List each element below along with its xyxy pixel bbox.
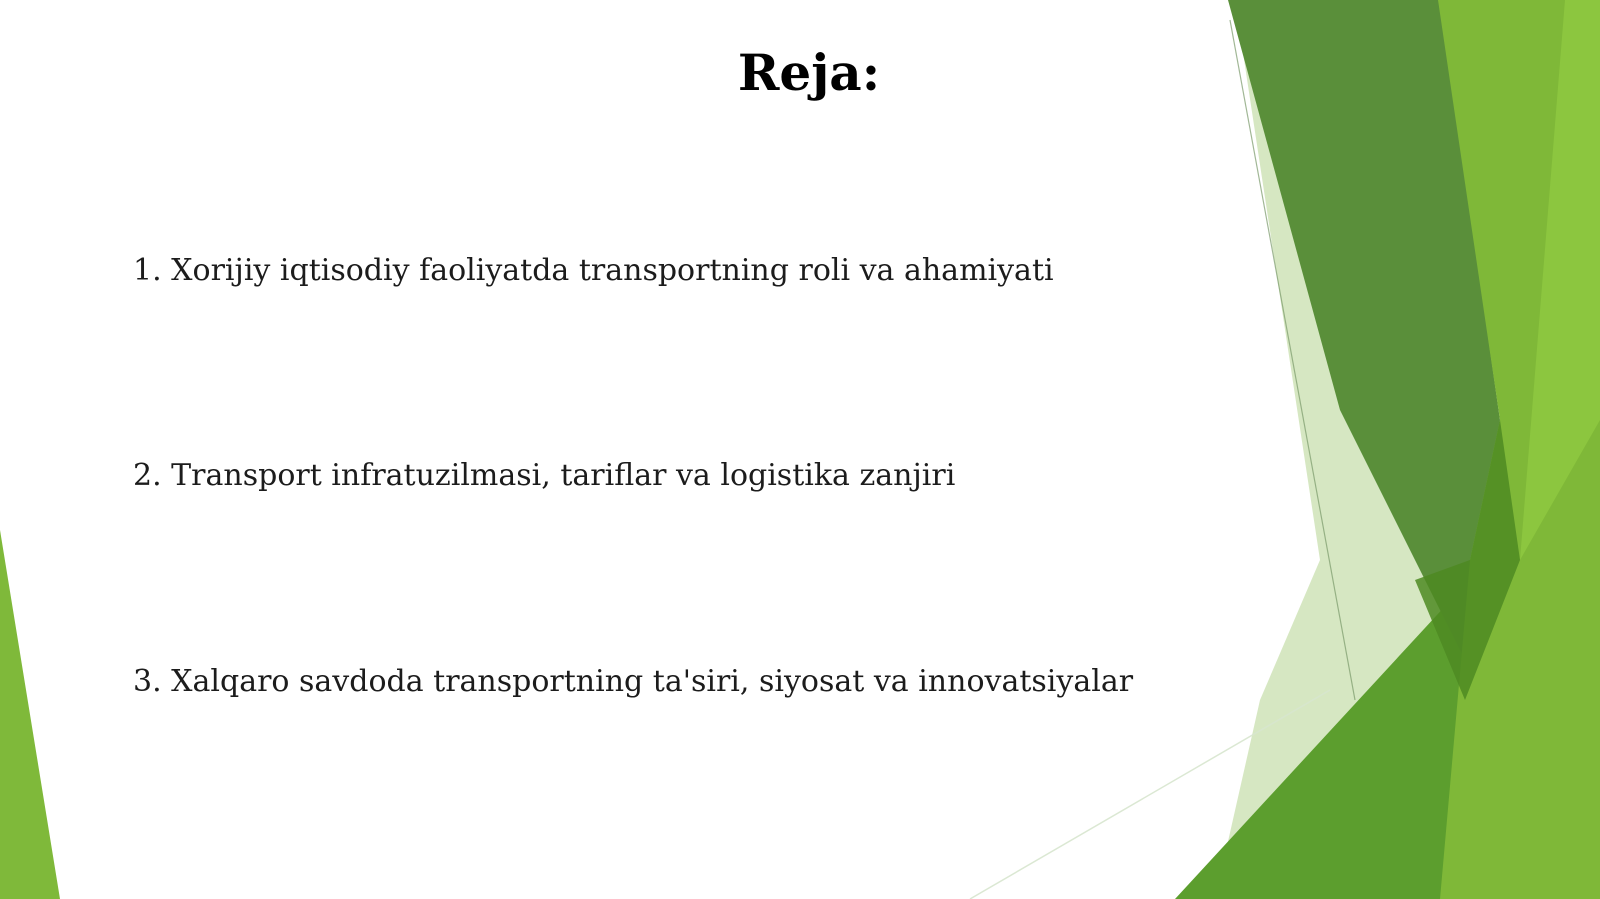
plan-item-1: 1. Xorijiy iqtisodiy faoliyatda transportning roli va ahamiyati [133, 253, 1054, 288]
plan-item-2: 2. Transport infratuzilmasi, tariflar va logistika zanjiri [133, 458, 956, 493]
plan-item-3: 3. Xalqaro savdoda transportning ta'siri, siyosat va innovatsiyalar [133, 664, 1134, 699]
left-green-wedge [0, 530, 60, 899]
slide-title: Reja: [737, 43, 881, 102]
